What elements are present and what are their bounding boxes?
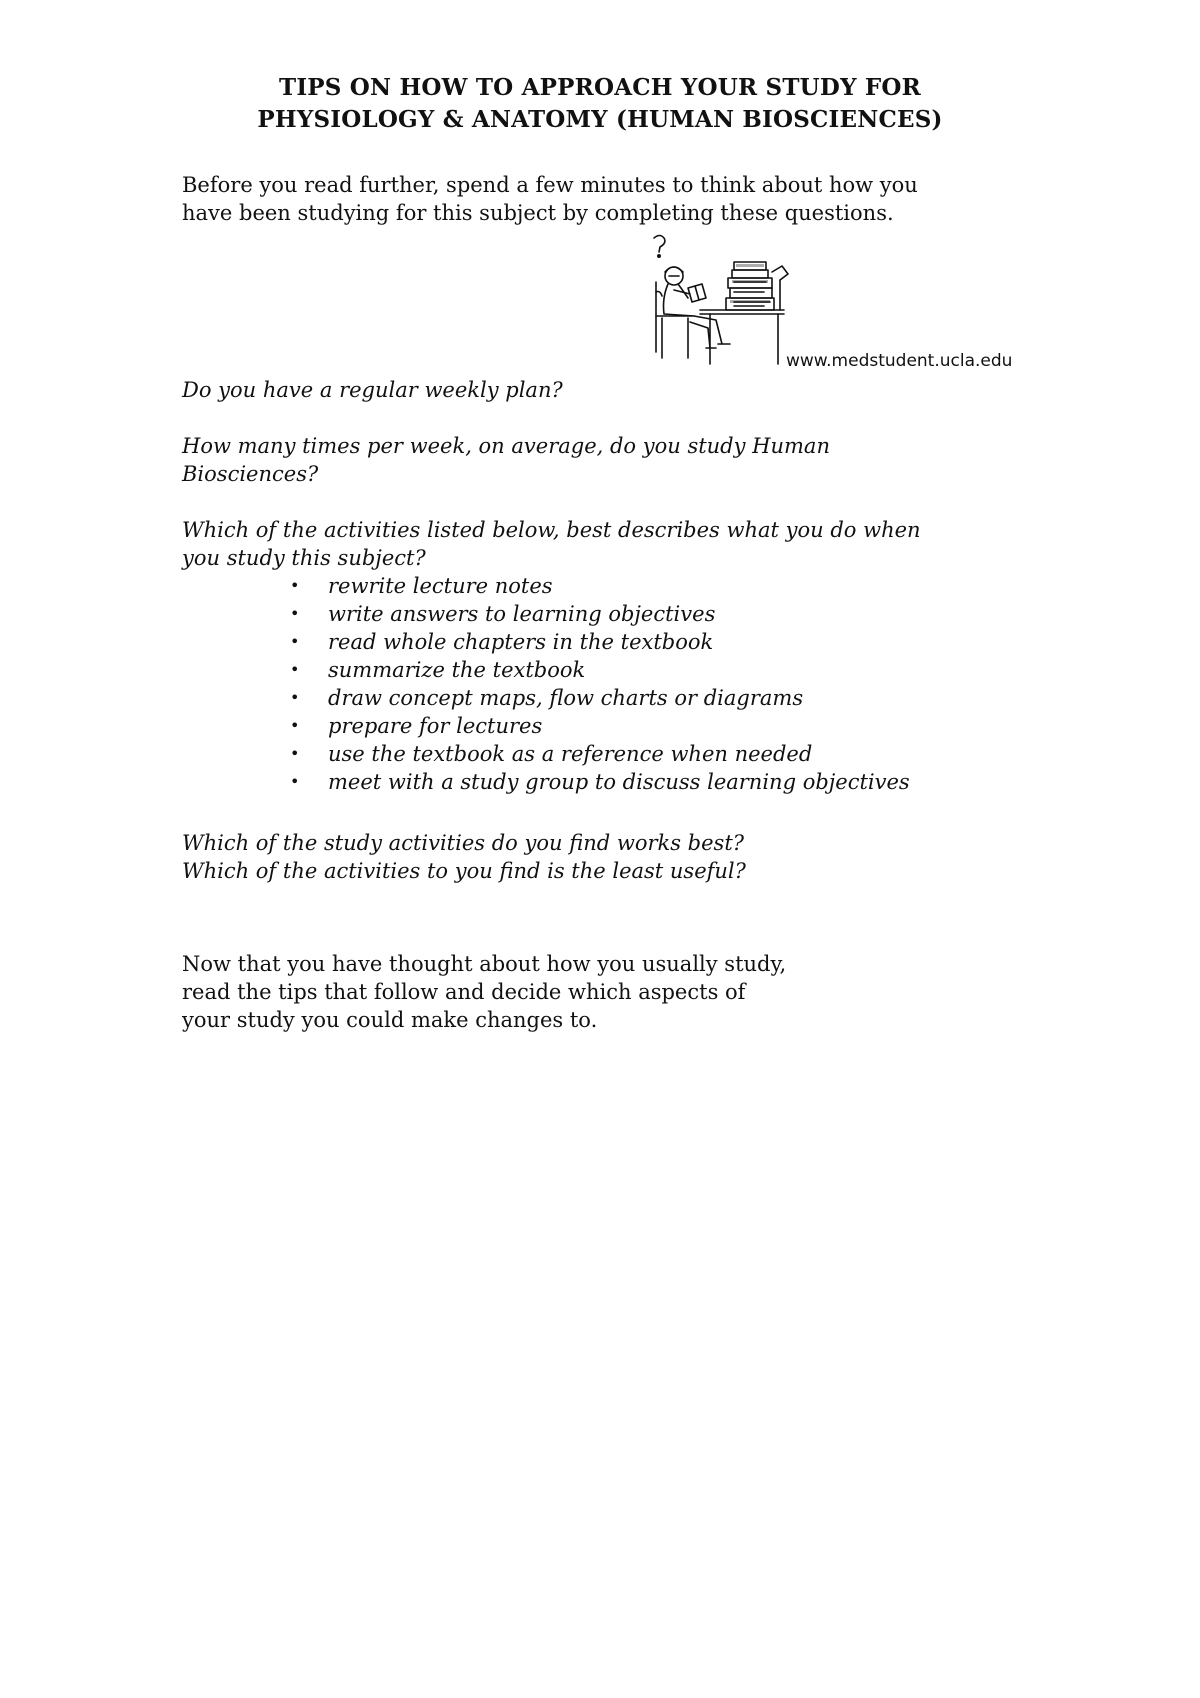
bullet-icon: • <box>290 744 300 763</box>
bullet-icon: • <box>290 716 300 735</box>
question-times-line-1: How many times per week, on average, do you study Human <box>182 434 830 458</box>
closing-line-1: Now that you have thought about how you usually study, <box>182 952 787 976</box>
list-item <box>290 600 910 628</box>
closing-line-2: read the tips that follow and decide which aspects of <box>182 980 746 1004</box>
title-line-1: TIPS ON HOW TO APPROACH YOUR STUDY FOR <box>279 74 921 101</box>
activity-text: read whole chapters in the textbook <box>328 630 714 654</box>
intro-paragraph <box>182 171 1062 227</box>
list-item <box>290 768 910 796</box>
activity-text: summarize the textbook <box>328 658 586 682</box>
bullet-icon: • <box>290 660 300 679</box>
activity-text: prepare for lectures <box>328 714 543 738</box>
bullet-icon: • <box>290 772 300 791</box>
activity-text: write answers to learning objectives <box>328 602 716 626</box>
activity-text: draw concept maps, flow charts or diagrams <box>328 686 804 710</box>
intro-line-1: Before you read further, spend a few minutes to think about how you <box>182 173 918 197</box>
activities-list <box>290 572 910 796</box>
student-studying-illustration-icon <box>634 232 794 372</box>
question-times-per-week <box>182 432 1062 488</box>
list-item <box>290 740 910 768</box>
question-weekly-plan: Do you have a regular weekly plan? <box>182 378 563 402</box>
question-activities-line-1: Which of the activities listed below, best describes what you do when <box>182 518 921 542</box>
question-activities-line-2: you study this subject? <box>182 546 426 570</box>
question-times-line-2: Biosciences? <box>182 462 319 486</box>
image-credit: www.medstudent.ucla.edu <box>786 351 1013 371</box>
list-item <box>290 656 910 684</box>
document-title <box>0 72 1200 136</box>
bullet-icon: • <box>290 632 300 651</box>
list-item <box>290 712 910 740</box>
activity-text: rewrite lecture notes <box>328 574 553 598</box>
activity-text: meet with a study group to discuss learning objectives <box>328 770 910 794</box>
bullet-icon: • <box>290 688 300 707</box>
activity-text: use the textbook as a reference when needed <box>328 742 813 766</box>
question-best-least <box>182 829 1062 885</box>
list-item <box>290 628 910 656</box>
question-least-line: Which of the activities to you find is the least useful? <box>182 859 746 883</box>
closing-paragraph <box>182 950 1062 1034</box>
list-item <box>290 572 910 600</box>
question-best-line: Which of the study activities do you find works best? <box>182 831 745 855</box>
bullet-icon: • <box>290 604 300 623</box>
intro-line-2: have been studying for this subject by completing these questions. <box>182 201 894 225</box>
list-item <box>290 684 910 712</box>
bullet-icon: • <box>290 576 300 595</box>
title-line-2: PHYSIOLOGY & ANATOMY (HUMAN BIOSCIENCES) <box>257 106 943 133</box>
question-activities <box>182 516 1062 572</box>
closing-line-3: your study you could make changes to. <box>182 1008 598 1032</box>
